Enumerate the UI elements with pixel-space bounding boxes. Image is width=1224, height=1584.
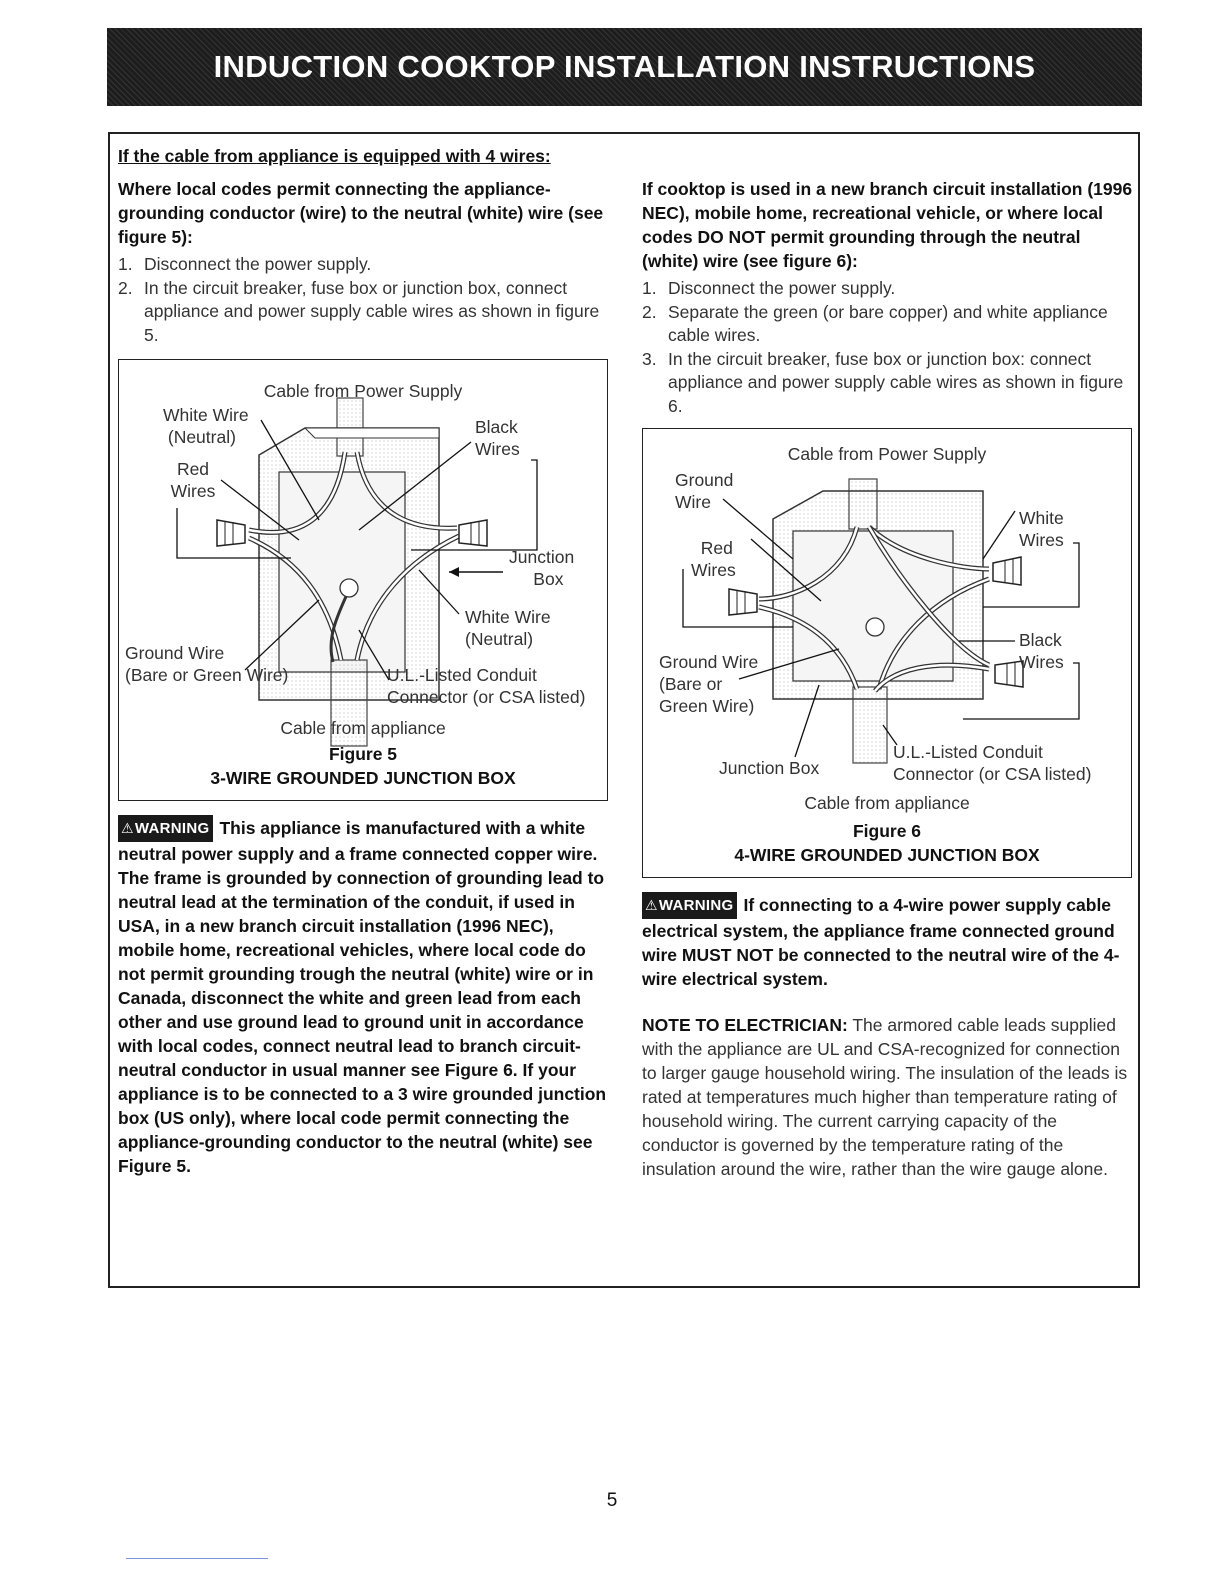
cable-from-appliance-label: Cable from appliance [280,718,446,738]
warning-triangle-icon: ⚠ [121,820,134,836]
junction-box-label: Junction Box [719,758,820,778]
white-wires-label: White Wires [1019,508,1064,550]
figure-number: Figure 5 [328,744,398,764]
left-column [118,146,608,1178]
figure-number: Figure 6 [852,821,922,841]
figure-6 [642,428,1132,878]
left-heading: Where local codes permit connecting the appliance-grounding conductor (wire) to the neutral (white) wire (see figure 5): [118,179,604,247]
figure-title: 3-WIRE GROUNDED JUNCTION BOX [210,768,516,788]
left-steps [118,253,608,347]
junction-box-label: Junction Box [509,547,575,589]
list-item: 1. Disconnect the power supply. [118,254,372,274]
note-to-electrician [642,1013,1134,1181]
right-heading: If cooktop is used in a new branch circuit installation (1996 NEC), mobile home, recreational vehicle, or where local codes DO NOT permit grounding through the neutral (white) wire (see figure 6): [642,179,1133,271]
conduit-label: U.L.-Listed Conduit Connector (or CSA listed) [893,742,1092,784]
conduit-label: U.L.-Listed Conduit Connector (or CSA listed) [387,665,586,707]
footer-divider [126,1558,268,1559]
list-item: 2. Separate the green (or bare copper) and white appliance cable wires. [642,301,1108,345]
ground-wire-label: Ground Wire (Bare or Green Wire) [125,643,289,685]
right-warning: ⚠WARNING If connecting to a 4-wire power supply cable electrical system, the appliance frame connected ground wire MUST NOT be connected to the neutral wire of the 4-wire electrical system. [642,892,1134,991]
list-item: 2. In the circuit breaker, fuse box or junction box, connect appliance and power supply cable wires as shown in figure 5. [118,277,600,345]
red-wires-label: Red Wires [691,538,736,580]
note-text: The armored cable leads supplied with the appliance are UL and CSA-recognized for connection to larger gauge household wiring. The insulation of the leads is rated at temperatures much higher than temperature rating of household wiring. The current carrying capacity of the conductor is governed by the temperature rating of the insulation around the wire, rather than the wire gauge alone. [642,1015,1128,1179]
black-wires-label: Black Wires [1019,630,1064,672]
note-lead: NOTE TO ELECTRICIAN: [642,1015,848,1035]
right-steps [642,277,1134,418]
ground-wire-top-label: Ground Wire [675,470,734,512]
right-column [642,177,1134,1181]
cable-from-power-supply-label: Cable from Power Supply [787,444,987,464]
section-title: If the cable from appliance is equipped with 4 wires: [118,146,551,166]
figure-title: 4-WIRE GROUNDED JUNCTION BOX [734,845,1040,865]
warning-badge: ⚠WARNING [642,892,737,919]
black-wires-label: Black Wires [475,417,520,459]
cable-from-appliance-label: Cable from appliance [804,793,970,813]
page-title: INDUCTION COOKTOP INSTALLATION INSTRUCTIONS [213,49,1036,84]
left-warning: ⚠WARNING This appliance is manufactured with a white neutral power supply and a frame connected copper wire. The frame is grounded by connection of grounding lead to neutral lead at the termination of the conduit, if used in USA, in a new branch circuit installation (1996 NEC), mobile home, recreational vehicles, where local code do not permit grounding trough the neutral (white) wire or in Canada, disconnect the white and green lead from each other and use ground lead to ground unit in accordance with local codes, connect neutral lead to branch circuit-neutral conductor in usual manner see Figure 6. If your appliance is to be connected to a 3 wire grounded junction box (US only), where local code permit connecting the appliance-grounding conductor to the neutral (white) see Figure 5. [118,815,608,1178]
list-item: 1. Disconnect the power supply. [642,278,896,298]
cable-from-power-supply-label: Cable from Power Supply [263,381,463,401]
figure-5 [118,359,608,801]
list-item: 3. In the circuit breaker, fuse box or junction box: connect appliance and power supply cable wires as shown in figure 6. [642,348,1124,416]
warning-triangle-icon: ⚠ [645,897,658,913]
page-number: 5 [606,1490,618,1511]
ground-wire-label: Ground Wire (Bare or Green Wire) [659,652,759,716]
white-wire-neutral-label: White Wire (Neutral) [465,607,551,649]
red-wires-label: Red Wires [170,459,216,501]
warning-badge: ⚠WARNING [118,815,213,842]
header-banner [107,28,1142,106]
white-wire-label: White Wire (Neutral) [163,405,249,447]
